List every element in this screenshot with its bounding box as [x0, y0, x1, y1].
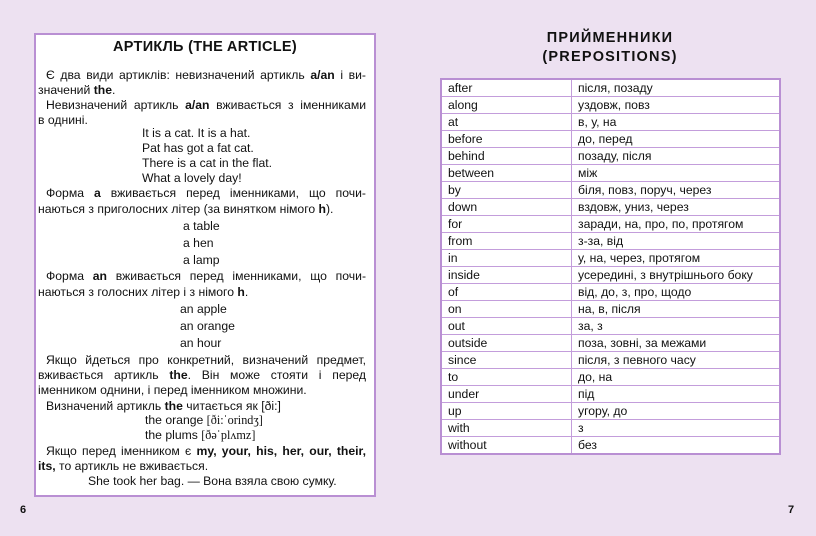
table-row — [441, 165, 780, 182]
translation-cell: без — [572, 437, 781, 455]
preposition-cell: between — [441, 165, 572, 182]
text-segment: іменником однини, і перед іменником множини. — [38, 383, 307, 397]
article-line — [88, 474, 337, 489]
text-segment: Форма — [46, 186, 94, 200]
article-line — [38, 459, 208, 474]
article-line — [142, 171, 242, 186]
table-row — [441, 352, 780, 369]
preposition-cell: outside — [441, 335, 572, 352]
translation-cell: вздовж, униз, через — [572, 199, 781, 216]
bold-term: an — [92, 269, 107, 283]
article-line — [46, 98, 366, 113]
text-segment: a table — [183, 219, 220, 233]
text-segment: значений — [38, 83, 94, 97]
table-row — [441, 182, 780, 199]
preposition-cell: out — [441, 318, 572, 335]
table-row — [441, 420, 780, 437]
article-line — [46, 68, 366, 83]
article-line — [142, 156, 272, 171]
text-segment: a lamp — [183, 253, 220, 267]
preposition-cell: of — [441, 284, 572, 301]
article-line — [38, 368, 366, 383]
article-line — [183, 236, 214, 251]
text-segment: вживається перед іменниками, що почи- — [107, 269, 366, 283]
translation-cell: угору, до — [572, 403, 781, 420]
translation-cell: від, до, з, про, щодо — [572, 284, 781, 301]
article-line — [46, 399, 281, 414]
text-segment: She took her bag. — Вона взяла свою сумку. — [88, 474, 337, 488]
table-row — [441, 369, 780, 386]
translation-cell: поза, зовні, за межами — [572, 335, 781, 352]
table-row — [441, 250, 780, 267]
article-title: АРТИКЛЬ (THE ARTICLE) — [113, 39, 297, 55]
article-line — [183, 253, 220, 268]
table-row — [441, 79, 780, 97]
text-segment: . Він може стояти і перед — [187, 368, 366, 382]
bold-term: the — [164, 399, 183, 413]
translation-cell: заради, на, про, по, протягом — [572, 216, 781, 233]
text-segment: a hen — [183, 236, 214, 250]
table-row — [441, 131, 780, 148]
preposition-cell: along — [441, 97, 572, 114]
text-segment: ). — [326, 202, 334, 216]
article-line — [38, 113, 88, 128]
bold-term: my, your, his, her, our, their, — [196, 444, 366, 458]
prepositions-table — [440, 78, 781, 455]
article-line — [180, 302, 227, 317]
article-line — [46, 269, 366, 284]
text-segment: . — [244, 285, 249, 299]
table-row — [441, 148, 780, 165]
text-segment: Pat has got a fat cat. — [142, 141, 254, 155]
article-line — [46, 353, 366, 368]
table-row — [441, 301, 780, 318]
text-segment: Форма — [46, 269, 93, 283]
text-segment: There is a cat in the flat. — [142, 156, 273, 170]
text-segment: Визначений артикль — [46, 399, 165, 413]
translation-cell: усередині, з внутрішнього боку — [572, 267, 781, 284]
article-line — [180, 319, 235, 334]
table-row — [441, 199, 780, 216]
preposition-cell: from — [441, 233, 572, 250]
translation-cell: на, в, після — [572, 301, 781, 318]
preposition-cell: behind — [441, 148, 572, 165]
translation-cell: за, з — [572, 318, 781, 335]
text-segment: What a lovely day! — [142, 171, 242, 185]
preposition-cell: without — [441, 437, 572, 455]
article-line — [145, 428, 255, 443]
article-line — [38, 202, 333, 217]
preposition-cell: up — [441, 403, 572, 420]
table-row — [441, 114, 780, 131]
table-row — [441, 216, 780, 233]
article-line — [183, 219, 220, 234]
translation-cell: в, у, на — [572, 114, 781, 131]
table-row — [441, 97, 780, 114]
preposition-cell: for — [441, 216, 572, 233]
translation-cell: до, перед — [572, 131, 781, 148]
table-row — [441, 284, 780, 301]
prepositions-title-ua: ПРИЙМЕННИКИ — [546, 30, 674, 46]
table-row — [441, 403, 780, 420]
preposition-cell: inside — [441, 267, 572, 284]
bold-term: a/an — [310, 68, 335, 82]
preposition-cell: at — [441, 114, 572, 131]
bold-term: a/an — [185, 98, 210, 112]
bold-term: h — [237, 285, 245, 299]
article-line — [142, 141, 254, 156]
translation-cell: у, на, через, протягом — [572, 250, 781, 267]
article-line — [46, 444, 366, 459]
preposition-cell: in — [441, 250, 572, 267]
text-segment: вживається перед іменниками, що почи- — [100, 186, 366, 200]
translation-cell: після, з певного часу — [572, 352, 781, 369]
text-segment: Невизначений артикль — [46, 98, 186, 112]
prepositions-title — [440, 29, 780, 67]
preposition-cell: with — [441, 420, 572, 437]
preposition-cell: down — [441, 199, 572, 216]
bold-term: its, — [38, 459, 56, 473]
text-segment: Якщо йдеться про конкретний, визначений предмет, — [46, 353, 366, 367]
text-segment: an apple — [180, 302, 227, 316]
article-line — [38, 383, 307, 398]
preposition-cell: on — [441, 301, 572, 318]
translation-cell: між — [572, 165, 781, 182]
text-segment: the orange — [145, 413, 207, 427]
article-line — [145, 413, 263, 428]
text-segment: наються з приголосних літер (за винятком німого — [38, 202, 319, 216]
text-segment: It is a cat. It is a hat. — [142, 126, 251, 140]
bold-term: h — [318, 202, 326, 216]
text-segment: в однині. — [38, 113, 88, 127]
text-segment: . — [111, 83, 116, 97]
text-segment: an orange — [180, 319, 235, 333]
text-segment: і ви- — [334, 68, 366, 82]
translation-cell: під — [572, 386, 781, 403]
preposition-cell: before — [441, 131, 572, 148]
text-segment: читається як [ði:] — [182, 399, 281, 413]
article-line — [180, 336, 221, 351]
bold-term: the — [169, 368, 188, 382]
text-segment: вживається з іменниками — [209, 98, 367, 112]
text-segment: вживається артикль — [38, 368, 170, 382]
translation-cell: після, позаду — [572, 79, 781, 97]
bold-term: the — [93, 83, 112, 97]
text-segment: an hour — [180, 336, 222, 350]
translation-cell: біля, повз, поруч, через — [572, 182, 781, 199]
preposition-cell: by — [441, 182, 572, 199]
table-row — [441, 335, 780, 352]
table-row — [441, 318, 780, 335]
article-line — [142, 126, 250, 141]
text-segment: Якщо перед іменником є — [46, 444, 197, 458]
preposition-cell: after — [441, 79, 572, 97]
page-number-left: 6 — [20, 504, 27, 516]
preposition-cell: under — [441, 386, 572, 403]
translation-cell: до, на — [572, 369, 781, 386]
phonetic-transcription: [ði:ˈorindʒ] — [206, 413, 263, 427]
text-segment: Є два види артиклів: невизначений артикль — [46, 68, 311, 82]
translation-cell: позаду, після — [572, 148, 781, 165]
table-row — [441, 437, 780, 455]
phonetic-transcription: [ðəˈplʌmz] — [201, 428, 256, 442]
article-line — [46, 186, 366, 201]
table-row — [441, 267, 780, 284]
translation-cell: з — [572, 420, 781, 437]
article-line — [38, 285, 248, 300]
text-segment: то артикль не вживається. — [55, 459, 209, 473]
translation-cell: з-за, від — [572, 233, 781, 250]
text-segment: наються з голосних літер і з німого — [38, 285, 238, 299]
text-segment: the plums — [145, 428, 202, 442]
table-row — [441, 233, 780, 250]
translation-cell: уздовж, повз — [572, 97, 781, 114]
preposition-cell: since — [441, 352, 572, 369]
page-number-right: 7 — [788, 504, 795, 516]
table-row — [441, 386, 780, 403]
prepositions-title-en: (PREPOSITIONS) — [542, 49, 678, 65]
article-line — [38, 83, 115, 98]
bold-term: a — [94, 186, 101, 200]
preposition-cell: to — [441, 369, 572, 386]
